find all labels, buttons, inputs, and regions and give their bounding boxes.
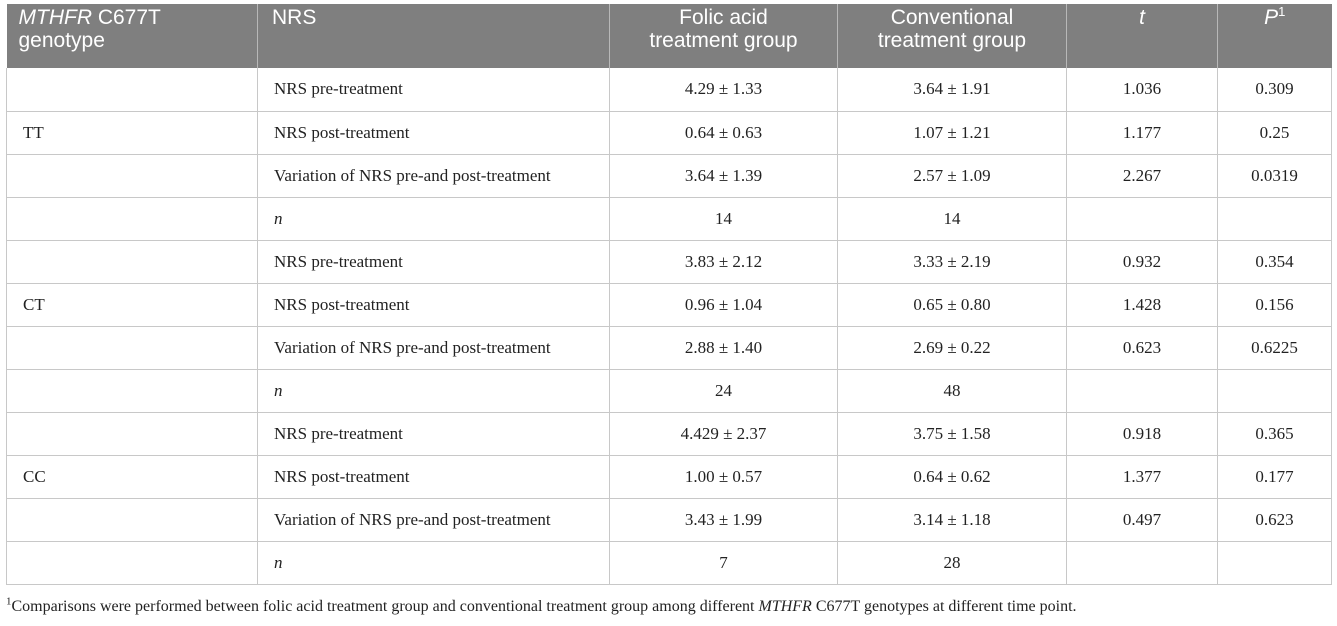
table-body xyxy=(7,68,1332,584)
conventional-value: 3.75 ± 1.58 xyxy=(838,412,1067,455)
t-value: 1.428 xyxy=(1067,283,1218,326)
table-row xyxy=(7,197,1332,240)
p-value xyxy=(1218,541,1332,584)
results-table-container xyxy=(6,4,1331,585)
header-p-label: P xyxy=(1264,6,1279,29)
p-value: 0.354 xyxy=(1218,240,1332,283)
genotype-cell xyxy=(7,240,258,283)
table-row xyxy=(7,455,1332,498)
conventional-value: 14 xyxy=(838,197,1067,240)
row-label: Variation of NRS pre-and post-treatment xyxy=(258,326,610,369)
header-p-sup: 1 xyxy=(1278,4,1286,19)
t-value: 1.377 xyxy=(1067,455,1218,498)
header-folic xyxy=(610,4,838,68)
conventional-value: 2.69 ± 0.22 xyxy=(838,326,1067,369)
header-genotype-gene: MTHFR xyxy=(18,6,92,29)
header-nrs xyxy=(258,4,610,68)
conventional-value: 3.33 ± 2.19 xyxy=(838,240,1067,283)
header-genotype-variant: C677T xyxy=(91,6,161,29)
p-value xyxy=(1218,197,1332,240)
nrs-comparison-table xyxy=(6,4,1332,585)
table-row xyxy=(7,154,1332,197)
header-genotype-line2: genotype xyxy=(18,29,105,52)
folic-value: 3.83 ± 2.12 xyxy=(610,240,838,283)
row-label: NRS post-treatment xyxy=(258,455,610,498)
conventional-value: 28 xyxy=(838,541,1067,584)
conventional-value: 3.64 ± 1.91 xyxy=(838,68,1067,111)
row-label-n: n xyxy=(258,541,610,584)
header-folic-line1: Folic acid xyxy=(679,6,768,29)
row-label-n: n xyxy=(258,197,610,240)
p-value: 0.6225 xyxy=(1218,326,1332,369)
row-label-n: n xyxy=(258,369,610,412)
p-value: 0.365 xyxy=(1218,412,1332,455)
footnote-text-before: Comparisons were performed between folic acid treatment group and conventional treatment group among different xyxy=(11,598,759,615)
footnote-marker: 1 xyxy=(6,595,12,608)
genotype-cell xyxy=(7,154,258,197)
genotype-cell xyxy=(7,412,258,455)
folic-value: 3.43 ± 1.99 xyxy=(610,498,838,541)
table-footnote xyxy=(6,595,1077,616)
folic-value: 0.64 ± 0.63 xyxy=(610,111,838,154)
t-value xyxy=(1067,541,1218,584)
t-value: 1.036 xyxy=(1067,68,1218,111)
t-value: 0.497 xyxy=(1067,498,1218,541)
p-value: 0.623 xyxy=(1218,498,1332,541)
t-value: 0.932 xyxy=(1067,240,1218,283)
header-conventional xyxy=(838,4,1067,68)
row-label: NRS pre-treatment xyxy=(258,68,610,111)
genotype-cell xyxy=(7,369,258,412)
p-value: 0.0319 xyxy=(1218,154,1332,197)
genotype-cell: CT xyxy=(7,283,258,326)
table-row xyxy=(7,283,1332,326)
footnote-gene: MTHFR xyxy=(758,598,812,615)
table-row xyxy=(7,369,1332,412)
header-conv-line1: Conventional xyxy=(890,6,1014,29)
header-t xyxy=(1067,4,1218,68)
folic-value: 2.88 ± 1.40 xyxy=(610,326,838,369)
conventional-value: 2.57 ± 1.09 xyxy=(838,154,1067,197)
header-row xyxy=(7,4,1332,68)
row-label: NRS pre-treatment xyxy=(258,240,610,283)
genotype-cell xyxy=(7,326,258,369)
genotype-cell xyxy=(7,498,258,541)
row-label: Variation of NRS pre-and post-treatment xyxy=(258,154,610,197)
header-p xyxy=(1218,4,1332,68)
genotype-cell xyxy=(7,541,258,584)
t-value: 1.177 xyxy=(1067,111,1218,154)
folic-value: 4.429 ± 2.37 xyxy=(610,412,838,455)
folic-value: 0.96 ± 1.04 xyxy=(610,283,838,326)
genotype-cell xyxy=(7,197,258,240)
row-label: NRS post-treatment xyxy=(258,283,610,326)
conventional-value: 1.07 ± 1.21 xyxy=(838,111,1067,154)
row-label: NRS pre-treatment xyxy=(258,412,610,455)
header-folic-line2: treatment group xyxy=(649,29,798,52)
folic-value: 7 xyxy=(610,541,838,584)
genotype-cell: TT xyxy=(7,111,258,154)
t-value: 0.918 xyxy=(1067,412,1218,455)
table-row xyxy=(7,412,1332,455)
p-value: 0.309 xyxy=(1218,68,1332,111)
table-row xyxy=(7,326,1332,369)
conventional-value: 3.14 ± 1.18 xyxy=(838,498,1067,541)
p-value: 0.25 xyxy=(1218,111,1332,154)
conventional-value: 0.65 ± 0.80 xyxy=(838,283,1067,326)
folic-value: 24 xyxy=(610,369,838,412)
row-label: Variation of NRS pre-and post-treatment xyxy=(258,498,610,541)
table-row xyxy=(7,68,1332,111)
header-nrs-label: NRS xyxy=(272,6,317,29)
folic-value: 3.64 ± 1.39 xyxy=(610,154,838,197)
p-value: 0.177 xyxy=(1218,455,1332,498)
t-value xyxy=(1067,369,1218,412)
row-label: NRS post-treatment xyxy=(258,111,610,154)
footnote-text-after: C677T genotypes at different time point. xyxy=(811,598,1077,615)
conventional-value: 48 xyxy=(838,369,1067,412)
p-value: 0.156 xyxy=(1218,283,1332,326)
header-t-label: t xyxy=(1139,6,1145,29)
header-genotype xyxy=(7,4,258,68)
table-row xyxy=(7,111,1332,154)
table-row xyxy=(7,240,1332,283)
t-value xyxy=(1067,197,1218,240)
genotype-cell: CC xyxy=(7,455,258,498)
table-row xyxy=(7,498,1332,541)
p-value xyxy=(1218,369,1332,412)
genotype-cell xyxy=(7,68,258,111)
folic-value: 1.00 ± 0.57 xyxy=(610,455,838,498)
header-conv-line2: treatment group xyxy=(877,29,1027,52)
table-header xyxy=(7,4,1332,68)
conventional-value: 0.64 ± 0.62 xyxy=(838,455,1067,498)
t-value: 0.623 xyxy=(1067,326,1218,369)
t-value: 2.267 xyxy=(1067,154,1218,197)
folic-value: 14 xyxy=(610,197,838,240)
table-row xyxy=(7,541,1332,584)
folic-value: 4.29 ± 1.33 xyxy=(610,68,838,111)
